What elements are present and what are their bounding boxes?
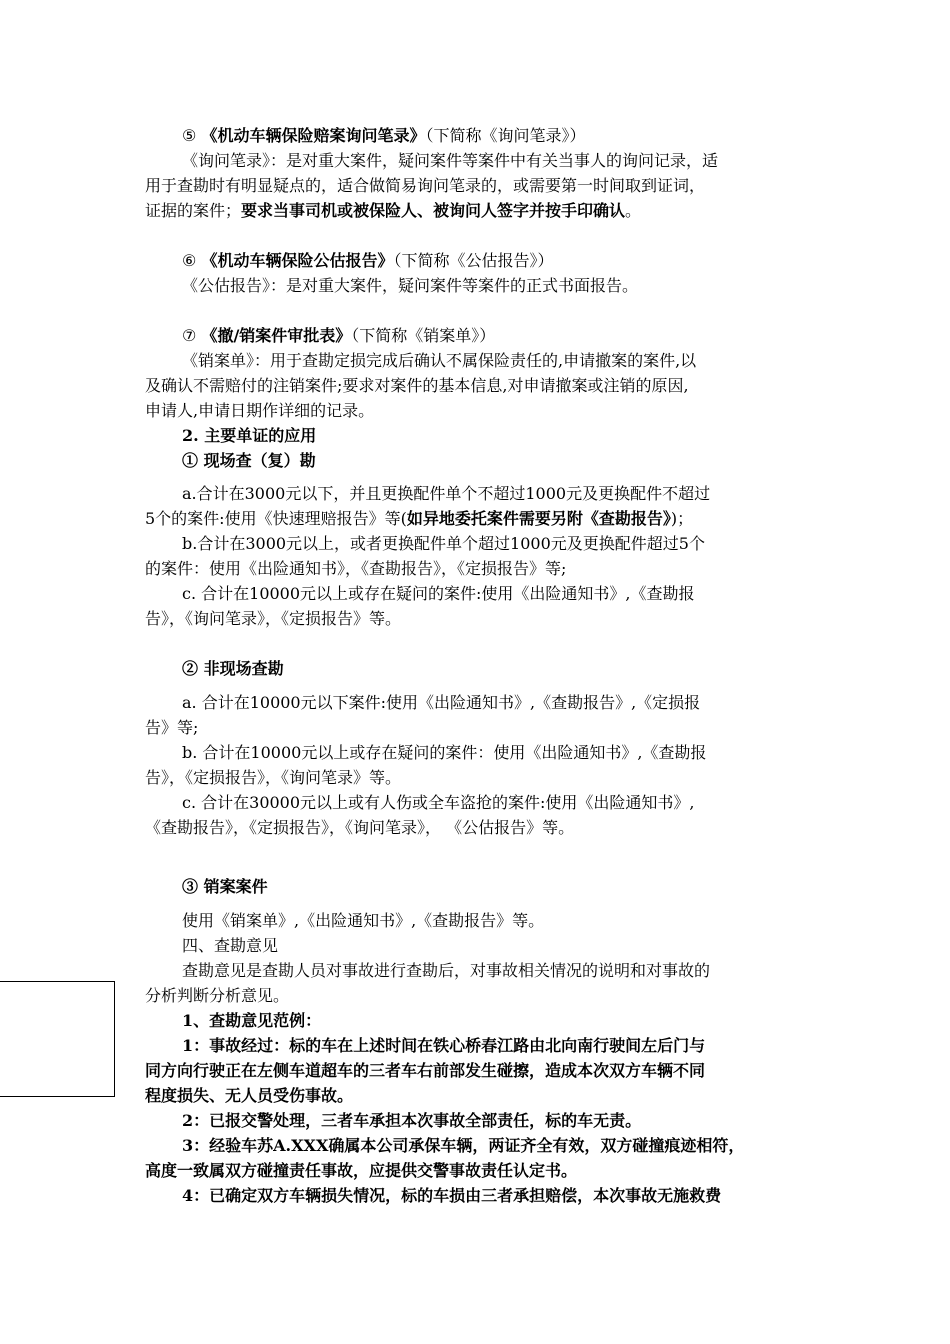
opinion-heading: 四、查勘意见 [182,936,279,955]
s7-title: ⑦ 《撤/销案件审批表》（下简称《销案单》） [182,326,496,345]
example-p4: 4：已确定双方车辆损失情况，标的车损由三者承担赔偿，本次事故无施救费 [182,1186,722,1205]
app-heading: 2. 主要单证的应用 [182,426,317,445]
s5-title-bold: 《机动车辆保险赔案询问笔录》 [201,126,426,145]
s6-line1: 《公估报告》：是对重大案件，疑问案件等案件的正式书面报告。 [182,276,639,295]
example-p3b: 高度一致属双方碰撞责任事故，应提供交警事故责任认定书。 [145,1161,578,1180]
s7-line1: 《销案单》：用于查勘定损完成后确认不属保险责任的,申请撤案的案件,以 [182,351,697,370]
example-p2: 2：已报交警处理，三者车承担本次事故全部责任，标的车无责。 [182,1111,642,1130]
s6-title: ⑥ 《机动车辆保险公估报告》（下简称《公估报告》） [182,251,554,270]
onsite-b2: 的案件：使用《出险通知书》，《查勘报告》，《定损报告》等; [145,559,567,578]
onsite-b1: b.合计在3000元以上，或者更换配件单个超过1000元及更换配件超过5个 [182,534,705,553]
margin-box [0,981,115,1097]
onsite-a2: 5个的案件:使用《快速理赔报告》等(如异地委托案件需要另附《查勘报告》)； [145,509,694,528]
onsite-c1: c. 合计在10000元以上或存在疑问的案件:使用《出险通知书》,《查勘报 [182,584,695,603]
example-p1a: 1：事故经过：标的车在上述时间在铁心桥春江路由北向南行驶间左后门与 [182,1036,706,1055]
onsite-a1: a.合计在3000元以下，并且更换配件单个不超过1000元及更换配件不超过 [182,484,711,503]
close-line1: 使用《销案单》,《出险通知书》,《查勘报告》等。 [182,911,545,930]
example-title: 1、查勘意见范例： [182,1011,322,1030]
s5-line2: 用于查勘时有明显疑点的，适合做简易询问笔录的，或需要第一时间取到证词， [145,176,706,195]
s7-line2: 及确认不需赔付的注销案件;要求对案件的基本信息,对申请撤案或注销的原因, [145,376,689,395]
example-p1c: 程度损失、无人员受伤事故。 [145,1086,354,1105]
onsite-title: ① 现场查（复）勘 [182,451,316,470]
s7-line3: 申请人,申请日期作详细的记录。 [145,401,375,420]
onsite-c2: 告》，《询问笔录》，《定损报告》等。 [145,609,402,628]
opinion-line1: 查勘意见是查勘人员对事故进行查勘后，对事故相关情况的说明和对事故的 [182,961,711,980]
s5-title: ⑤ 《机动车辆保险赔案询问笔录》（下简称《询问笔录》） [182,126,586,145]
offsite-b1: b. 合计在10000元以上或存在疑问的案件：使用《出险通知书》,《查勘报 [182,743,707,762]
offsite-c1: c. 合计在30000元以上或有人伤或全车盗抢的案件:使用《出险通知书》, [182,793,695,812]
s5-line3: 证据的案件；要求当事司机或被保险人、被询问人签字并按手印确认。 [145,201,642,220]
offsite-title: ② 非现场查勘 [182,659,284,678]
example-p1b: 同方向行驶正在左侧车道超车的三者车右前部发生碰擦，造成本次双方车辆不同 [145,1061,706,1080]
offsite-b2: 告》，《定损报告》，《询问笔录》等。 [145,768,402,787]
offsite-a2: 告》等; [145,718,199,737]
example-p3a: 3：经验车苏A.XXX确属本公司承保车辆，两证齐全有效，双方碰撞痕迹相符， [182,1136,745,1155]
offsite-a1: a. 合计在10000元以下案件:使用《出险通知书》,《查勘报告》,《定损报 [182,693,701,712]
close-title: ③ 销案案件 [182,877,268,896]
offsite-c2: 《查勘报告》，《定损报告》，《询问笔录》， 《公估报告》等。 [145,818,575,837]
opinion-line2: 分析判断分析意见。 [145,986,290,1005]
s5-line1: 《询问笔录》：是对重大案件，疑问案件等案件中有关当事人的询问记录，适 [182,151,719,170]
